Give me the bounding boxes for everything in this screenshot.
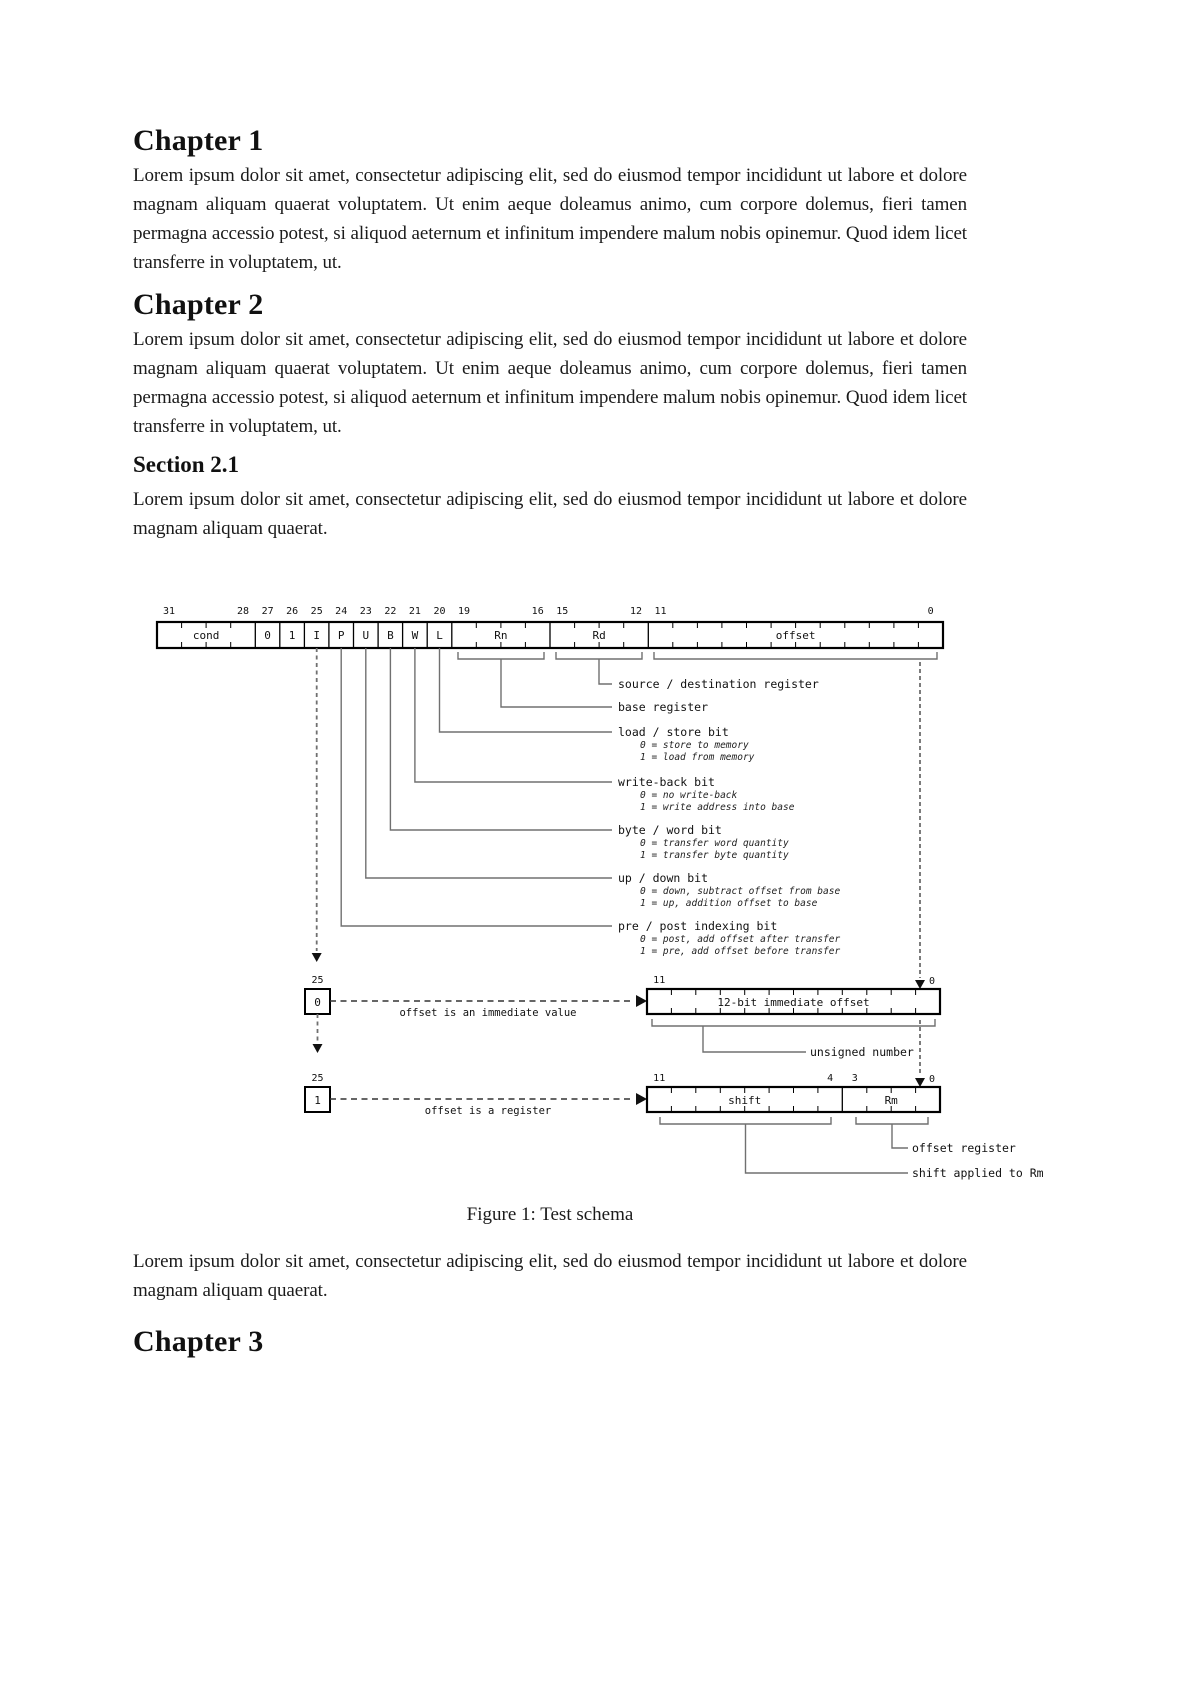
callout-load-store: load / store bit	[618, 725, 729, 739]
imm-bit25-label: 25	[311, 975, 324, 986]
reg-bit0-label: 0	[929, 1074, 936, 1085]
bit-number-0: 0	[927, 606, 934, 617]
arrow-right-icon	[636, 995, 647, 1007]
bit-number-22: 22	[384, 606, 397, 617]
write-back-sub-1: 1 = write address into base	[640, 802, 795, 813]
imm-bracket	[652, 1019, 935, 1026]
field-Rd: Rd	[592, 629, 606, 642]
shift-rm-ticks	[671, 1088, 915, 1111]
bit-number-row	[163, 606, 934, 617]
bit-number-26: 26	[286, 606, 299, 617]
bit-number-27: 27	[261, 606, 274, 617]
chapter-1-title: Chapter 1	[133, 124, 264, 157]
chapter-2-body: Lorem ipsum dolor sit amet, consectetur adipiscing elit, sed do eiusmod tempor incididunt ut labore et dolore magnam aliquam quaerat voluptatem. Ut enim aeque doleamus animo, cum corpore dolemus, fieri tamen permagna accessio potest, si aliquod aeternum et infinitum impendere malum nobis opinemur. Quod idem licet transferre in voluptatem, ut.	[133, 329, 967, 437]
imm-arrow-label: offset is an immediate value	[399, 1007, 577, 1019]
rd-callout-line	[599, 659, 612, 684]
rd-bracket	[556, 652, 642, 659]
bit-number-31: 31	[162, 606, 176, 617]
pre-post-sub-1: 1 = pre, add offset before transfer	[640, 946, 841, 957]
bit-number-28: 28	[236, 606, 250, 617]
field-const1: 1	[288, 629, 296, 642]
bit-number-23: 23	[359, 606, 372, 617]
p-callout-line	[341, 648, 612, 926]
unsigned-number-label: unsigned number	[810, 1045, 914, 1059]
callout-base-register: base register	[618, 700, 709, 714]
load-store-sub-1: 1 = load from memory	[640, 752, 755, 763]
bit-number-24: 24	[335, 606, 348, 617]
field-U: U	[362, 629, 370, 642]
callout-source-destination: source / destination register	[618, 677, 819, 691]
i-value-0: 0	[314, 996, 321, 1009]
w-callout-line	[415, 648, 612, 782]
field-cond: cond	[192, 629, 220, 642]
field-I: I	[313, 629, 321, 642]
callout-byte-word: byte / word bit	[618, 823, 722, 837]
post-figure-body: Lorem ipsum dolor sit amet, consectetur adipiscing elit, sed do eiusmod tempor incididunt ut labore et dolore magnam aliquam quaerat.	[133, 1251, 967, 1301]
callout-up-down: up / down bit	[618, 871, 709, 885]
bit-number-25: 25	[310, 606, 323, 617]
up-down-sub-1: 1 = up, addition offset to base	[640, 898, 818, 909]
rn-callout-line	[501, 659, 612, 707]
unsigned-number-line	[703, 1026, 806, 1052]
bit-number-16: 16	[531, 606, 544, 617]
rm-bracket	[856, 1117, 928, 1124]
reg-bit25-label: 25	[311, 1073, 324, 1084]
reg-bracket-group	[660, 1117, 928, 1173]
callout-labels	[618, 677, 840, 957]
chapter-2-title: Chapter 2	[133, 288, 264, 321]
callout-write-back: write-back bit	[618, 775, 715, 789]
i-value-1: 1	[314, 1094, 321, 1107]
write-back-sub-0: 0 = no write-back	[640, 790, 738, 801]
field-label-row	[193, 629, 816, 642]
arrow-down-icon	[915, 980, 925, 989]
arrow-right-icon	[636, 1093, 647, 1105]
l-callout-line	[440, 648, 613, 732]
reg-arrow-label: offset is a register	[424, 1105, 552, 1117]
pre-post-sub-0: 0 = post, add offset after transfer	[640, 934, 841, 945]
bit-number-11: 11	[654, 606, 667, 617]
field-Rn: Rn	[494, 629, 508, 642]
u-callout-line	[366, 648, 612, 878]
field-const0: 0	[264, 629, 271, 642]
shift-applied-label: shift applied to Rm	[912, 1166, 1044, 1180]
offset-bracket	[654, 652, 937, 659]
offset-register-label: offset register	[912, 1141, 1016, 1155]
reg-bit3-label: 3	[851, 1073, 858, 1084]
callout-pre-post: pre / post indexing bit	[618, 919, 778, 933]
figure-caption: Figure 1: Test schema	[466, 1204, 634, 1225]
rn-bracket	[458, 652, 544, 659]
field-B: B	[387, 629, 394, 642]
arrow-down-icon	[915, 1078, 925, 1087]
up-down-sub-0: 0 = down, subtract offset from base	[640, 886, 841, 897]
imm-bit0-label: 0	[929, 976, 936, 987]
bit-number-12: 12	[629, 606, 643, 617]
bit-number-15: 15	[556, 606, 569, 617]
byte-word-sub-0: 0 = transfer word quantity	[640, 838, 789, 849]
rm-field-label: Rm	[884, 1094, 898, 1107]
chapter-3-title: Chapter 3	[133, 1325, 264, 1358]
field-P: P	[337, 629, 345, 642]
field-offset: offset	[775, 629, 816, 642]
offset-register-line	[892, 1124, 908, 1148]
arrow-down-icon	[312, 953, 322, 962]
byte-word-sub-1: 1 = transfer byte quantity	[640, 850, 789, 861]
chapter-1-body: Lorem ipsum dolor sit amet, consectetur adipiscing elit, sed do eiusmod tempor incididunt ut labore et dolore magnam aliquam quaerat voluptatem. Ut enim aeque doleamus animo, cum corpore dolemus, fieri tamen permagna accessio potest, si aliquod aeternum et infinitum impendere malum nobis opinemur. Quod idem licet transferre in voluptatem, ut.	[133, 165, 967, 273]
reg-bit11-label: 11	[653, 1073, 666, 1084]
immediate-offset-label: 12-bit immediate offset	[717, 996, 870, 1009]
load-store-sub-0: 0 = store to memory	[640, 740, 749, 751]
section-2-1-title: Section 2.1	[133, 452, 240, 477]
shift-bracket	[660, 1117, 831, 1124]
section-2-1-body: Lorem ipsum dolor sit amet, consectetur adipiscing elit, sed do eiusmod tempor incididunt ut labore et dolore magnam aliquam quaerat.	[133, 489, 967, 539]
imm-bit11-label: 11	[653, 975, 666, 986]
arrow-down-icon	[313, 1044, 323, 1053]
instruction-format-figure	[0, 555, 1191, 1195]
bit-number-20: 20	[433, 606, 446, 617]
reg-bit4-label: 4	[827, 1073, 834, 1084]
shift-field-label: shift	[728, 1094, 762, 1107]
field-W: W	[411, 629, 419, 642]
bit-number-21: 21	[408, 606, 421, 617]
bit-number-19: 19	[457, 606, 471, 617]
shift-applied-line	[746, 1124, 909, 1173]
field-L: L	[436, 629, 443, 642]
